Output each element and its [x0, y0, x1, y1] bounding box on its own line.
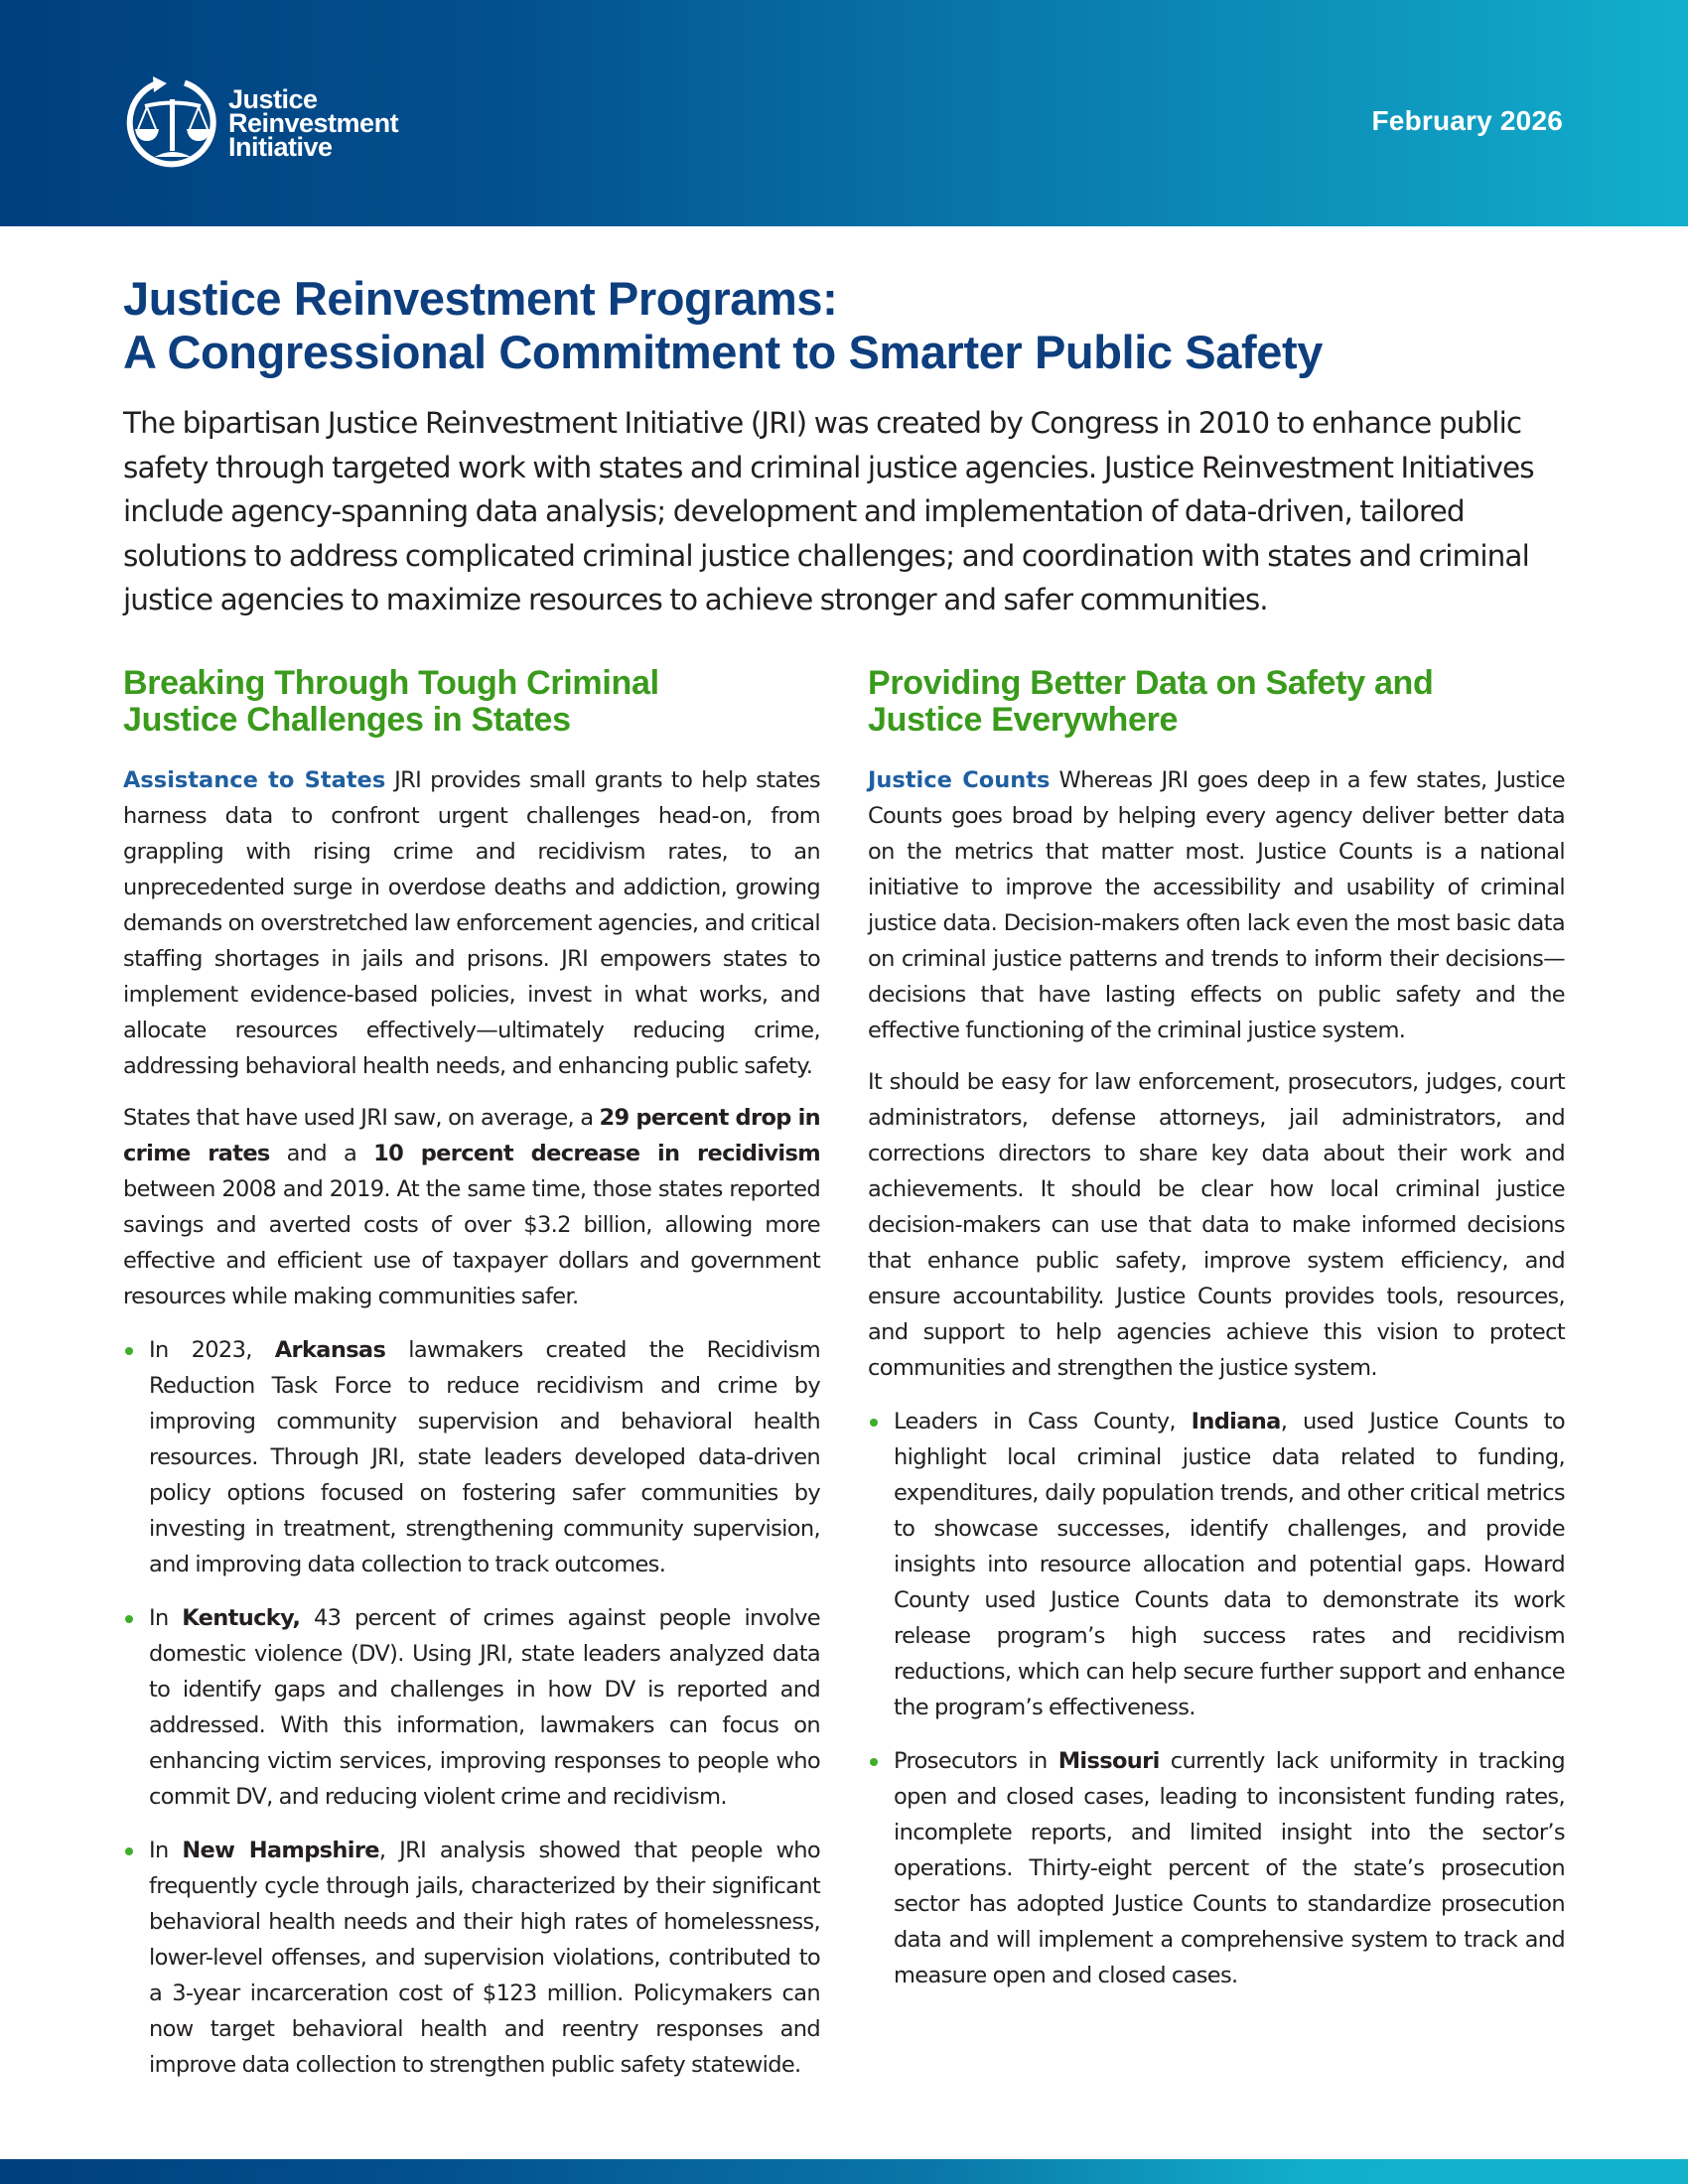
title-line-2: A Congressional Commitment to Smarter Public Safety — [123, 326, 1323, 378]
state-name: New Hampshire — [182, 1838, 379, 1863]
page-title — [123, 272, 1593, 379]
outcomes-paragraph — [123, 1100, 820, 1314]
text-segment: , used Justice Counts to highlight local criminal justice data related to funding, expenditures, daily population trends, and other critical metrics to showcase successes, identify challenges, and provide insights into resource allocation and potential gaps. Howard County used Justice Counts data to demonstrate its work release program’s high success rates and recidivism reductions, which can help secure further support and enhance the program’s effectiveness. — [894, 1409, 1565, 1720]
state-name: Missouri — [1057, 1748, 1160, 1774]
intro-paragraph: The bipartisan Justice Reinvestment Initiative (JRI) was created by Congress in 2010 to enhance public safety through targeted work with states and criminal justice agencies. Justice Reinvestment Initiatives include agency-spanning data analysis; development and implementation of data-driven, tailored solutions to address complicated criminal justice challenges; and coordination with states and criminal justice agencies to maximize resources to achieve stronger and safer communities. — [123, 406, 1534, 616]
footer-band — [0, 2159, 1688, 2184]
list-item-missouri — [868, 1743, 1565, 1993]
list-item-new-hampshire — [123, 1833, 820, 2083]
state-name: Arkansas — [274, 1337, 386, 1363]
text-segment: and a — [269, 1141, 374, 1166]
assistance-to-states-paragraph — [123, 762, 820, 1084]
left-heading-line-1: Breaking Through Tough Criminal — [123, 664, 659, 702]
list-item-indiana — [868, 1404, 1565, 1725]
state-examples-list — [123, 1332, 820, 2083]
jri-logo — [123, 73, 398, 173]
bullet-icon — [125, 1615, 133, 1623]
text-segment: In — [149, 1838, 183, 1863]
bullet-icon — [125, 1847, 133, 1855]
publication-date: February 2026 — [1371, 105, 1563, 136]
text-segment: Prosecutors in — [894, 1748, 1058, 1774]
paragraph-text: JRI provides small grants to help states harness data to confront urgent challenges head-on, from grappling with rising crime and recidivism rates, to an unprecedented surge in overdose deaths and addiction, growing demands on overstretched law enforcement agencies, and critical staffing shortages in jails and prisons. JRI empowers states to implement evidence-based policies, invest in what works, and allocate resources effectively—ultimately reducing crime, addressing behavioral health needs, and enhancing public safety. — [123, 767, 820, 1079]
left-column — [123, 665, 820, 2101]
scales-of-justice-icon — [123, 73, 222, 173]
text-segment: lawmakers created the Recidivism Reduction Task Force to reduce recidivism and crime by improving community supervision and behavioral health resources. Through JRI, state leaders developed data-driven policy options focused on fostering safer communities by investing in treatment, strengthening community supervision, and improving data collection to track outcomes. — [149, 1337, 821, 1577]
list-item-arkansas — [123, 1332, 820, 1582]
logo-line-2: Reinvestment — [228, 108, 399, 138]
bullet-icon — [870, 1419, 878, 1427]
bullet-icon — [870, 1758, 878, 1766]
text-segment: In 2023, — [149, 1337, 275, 1363]
paragraph-lead: Assistance to States — [123, 767, 386, 793]
header-band — [0, 0, 1688, 226]
text-segment: Leaders in Cass County, — [894, 1409, 1192, 1434]
left-heading-line-2: Justice Challenges in States — [123, 701, 571, 739]
bullet-icon — [125, 1347, 133, 1355]
text-segment: currently lack uniformity in tracking open and closed cases, leading to inconsistent funding rates, incomplete reports, and limited insight into the sector’s operations. Thirty-eight percent of the state’s prosecution sector has adopted Justice Counts to standardize prosecution data and will implement a comprehensive system to track and measure open and closed cases. — [894, 1748, 1565, 1988]
right-column-heading — [868, 665, 1565, 739]
paragraph-text: Whereas JRI goes deep in a few states, Justice Counts goes broad by helping every agency deliver better data on the metrics that matter most. Justice Counts is a national initiative to improve the accessibility and usability of criminal justice data. Decision-makers often lack even the most basic data on criminal justice patterns and trends to inform their decisions—decisions that have lasting effects on public safety and the effective functioning of the criminal justice system. — [868, 767, 1565, 1043]
state-name: Indiana — [1191, 1409, 1281, 1434]
state-name: Kentucky, — [182, 1605, 301, 1631]
logo-line-3: Initiative — [228, 132, 333, 162]
right-column — [868, 665, 1565, 2011]
title-line-1: Justice Reinvestment Programs: — [123, 272, 838, 325]
right-heading-line-1: Providing Better Data on Safety and — [868, 664, 1434, 702]
left-column-heading — [123, 665, 820, 739]
text-segment: States that have used JRI saw, on average, a — [123, 1105, 600, 1131]
justice-counts-paragraph — [868, 762, 1565, 1048]
paragraph-lead: Justice Counts — [868, 767, 1051, 793]
data-sharing-paragraph: It should be easy for law enforcement, prosecutors, judges, court administrators, defense attorneys, jail administrators, and corrections directors to share key data about their work and achievements. It should be clear how local criminal justice decision-makers can use that data to make informed decisions that enhance public safety, improve system efficiency, and ensure accountability. Justice Counts provides tools, resources, and support to help agencies achieve this vision to protect communities and strengthen the justice system. — [868, 1069, 1565, 1381]
justice-counts-examples-list — [868, 1404, 1565, 1993]
text-segment: between 2008 and 2019. At the same time, those states reported savings and averted costs of over $3.2 billion, allowing more effective and efficient use of taxpayer dollars and government resources while making communities safer. — [123, 1176, 820, 1309]
crime-drop-stat: 29 percent drop in crime rates — [123, 1105, 820, 1166]
logo-line-1: Justice — [228, 84, 318, 114]
recidivism-stat: 10 percent decrease in recidivism — [373, 1141, 820, 1166]
text-segment: In — [149, 1605, 183, 1631]
logo-wordmark — [228, 84, 399, 162]
list-item-kentucky — [123, 1600, 820, 1815]
right-heading-line-2: Justice Everywhere — [868, 701, 1179, 739]
text-segment: , JRI analysis showed that people who frequently cycle through jails, characterized by their significant behavioral health needs and their high rates of homelessness, lower-level offenses, and supervision violations, contributed to a 3-year incarceration cost of $123 million. Policymakers can now target behavioral health and reentry responses and improve data collection to strengthen public safety statewide. — [149, 1838, 820, 2078]
text-segment: 43 percent of crimes against people involve domestic violence (DV). Using JRI, state leaders analyzed data to identify gaps and challenges in how DV is reported and addressed. With this information, lawmakers can focus on enhancing victim services, improving responses to people who commit DV, and reducing violent crime and recidivism. — [149, 1605, 820, 1810]
